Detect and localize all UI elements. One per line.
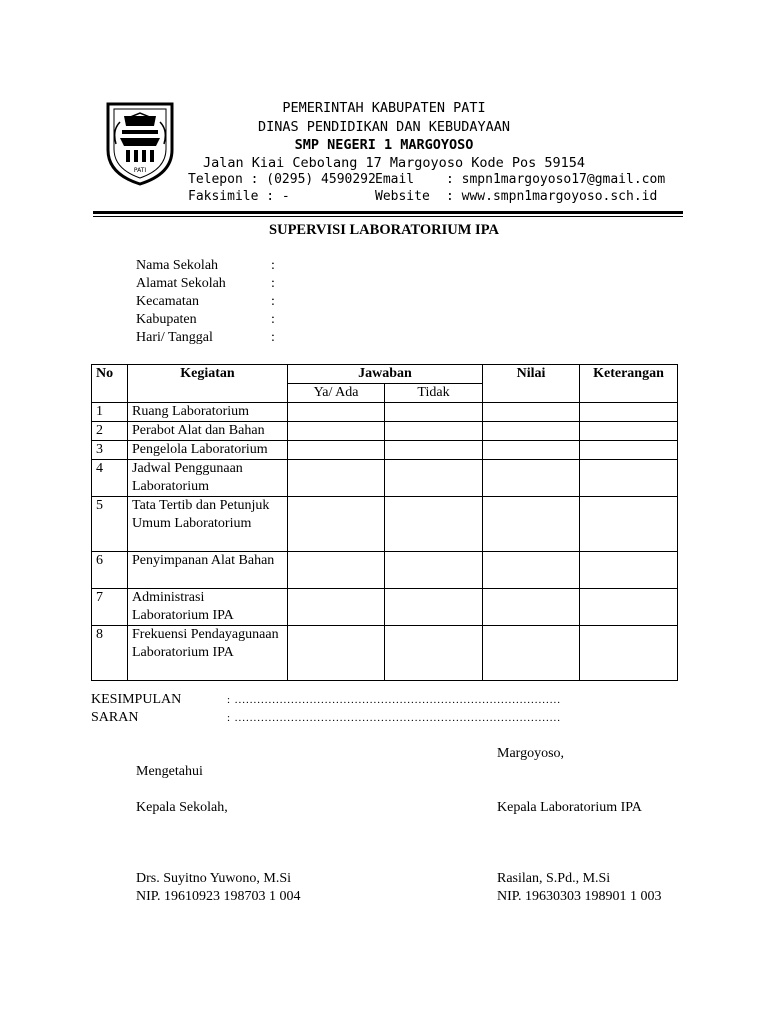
- letterhead-email-value: : smpn1margoyoso17@gmail.com: [446, 172, 666, 187]
- svg-text:PATI: PATI: [133, 167, 147, 174]
- row-ya-ada[interactable]: [288, 422, 385, 441]
- table-row: [92, 626, 678, 681]
- header-jawaban: Jawaban: [288, 365, 483, 384]
- letterhead-rule-thick: [93, 211, 683, 214]
- signature-right-title: Kepala Laboratorium IPA: [497, 800, 642, 815]
- info-colon: :: [271, 330, 275, 345]
- row-tidak[interactable]: [385, 626, 483, 681]
- table-row: [92, 422, 678, 441]
- row-no: 4: [92, 460, 128, 497]
- signature-left-title: Kepala Sekolah,: [136, 800, 228, 815]
- row-kegiatan: Pengelola Laboratorium: [128, 441, 288, 460]
- row-nilai[interactable]: [483, 422, 580, 441]
- table-row: [92, 552, 678, 589]
- info-colon: :: [271, 258, 275, 273]
- row-no: 6: [92, 552, 128, 589]
- row-no: 2: [92, 422, 128, 441]
- row-ya-ada[interactable]: [288, 403, 385, 422]
- row-keterangan[interactable]: [580, 626, 678, 681]
- row-nilai[interactable]: [483, 403, 580, 422]
- saran-fill-line: : .......................................................................................: [227, 712, 562, 724]
- row-kegiatan: Perabot Alat dan Bahan: [128, 422, 288, 441]
- row-nilai[interactable]: [483, 589, 580, 626]
- info-label-nama-sekolah: Nama Sekolah: [136, 258, 219, 273]
- kesimpulan-fill-line: : .......................................................................................: [227, 694, 562, 706]
- saran-label: SARAN: [91, 710, 139, 725]
- row-nilai[interactable]: [483, 626, 580, 681]
- row-keterangan[interactable]: [580, 460, 678, 497]
- header-keterangan: Keterangan: [580, 365, 678, 403]
- letterhead-fax: Faksimile : -: [188, 189, 290, 204]
- row-kegiatan: Frekuensi Pendayagunaan Laboratorium IPA: [128, 626, 288, 681]
- row-tidak[interactable]: [385, 497, 483, 552]
- signature-right-nip: NIP. 19630303 198901 1 003: [497, 889, 662, 904]
- letterhead-department: DINAS PENDIDIKAN DAN KEBUDAYAAN: [258, 119, 510, 135]
- header-ya-ada: Ya/ Ada: [288, 384, 385, 403]
- table-row: [92, 589, 678, 626]
- table-row: [92, 441, 678, 460]
- letterhead-government: PEMERINTAH KABUPATEN PATI: [282, 100, 486, 116]
- row-no: 5: [92, 497, 128, 552]
- signature-right-name: Rasilan, S.Pd., M.Si: [497, 871, 611, 886]
- info-colon: :: [271, 312, 275, 327]
- letterhead-website-value: : www.smpn1margoyoso.sch.id: [446, 189, 658, 204]
- info-colon: :: [271, 276, 275, 291]
- document-title: SUPERVISI LABORATORIUM IPA: [269, 222, 499, 238]
- row-keterangan[interactable]: [580, 589, 678, 626]
- row-tidak[interactable]: [385, 422, 483, 441]
- row-kegiatan: Jadwal Penggunaan Laboratorium: [128, 460, 288, 497]
- header-nilai: Nilai: [483, 365, 580, 403]
- row-nilai[interactable]: [483, 497, 580, 552]
- info-label-alamat-sekolah: Alamat Sekolah: [136, 276, 226, 291]
- row-nilai[interactable]: [483, 441, 580, 460]
- row-tidak[interactable]: [385, 460, 483, 497]
- table-row: [92, 403, 678, 422]
- letterhead-address: Jalan Kiai Cebolang 17 Margoyoso Kode Pos 59154: [202, 155, 585, 171]
- letterhead-school-name: SMP NEGERI 1 MARGOYOSO: [294, 137, 474, 153]
- row-ya-ada[interactable]: [288, 441, 385, 460]
- row-ya-ada[interactable]: [288, 626, 385, 681]
- row-no: 7: [92, 589, 128, 626]
- row-kegiatan: Tata Tertib dan Petunjuk Umum Laboratorium: [128, 497, 288, 552]
- row-keterangan[interactable]: [580, 422, 678, 441]
- row-keterangan[interactable]: [580, 497, 678, 552]
- row-tidak[interactable]: [385, 589, 483, 626]
- header-no: No: [92, 365, 128, 403]
- info-colon: :: [271, 294, 275, 309]
- row-ya-ada[interactable]: [288, 589, 385, 626]
- row-ya-ada[interactable]: [288, 497, 385, 552]
- row-no: 1: [92, 403, 128, 422]
- row-ya-ada[interactable]: [288, 460, 385, 497]
- table-row: [92, 497, 678, 552]
- info-label-kecamatan: Kecamatan: [136, 294, 199, 309]
- row-kegiatan: Administrasi Laboratorium IPA: [128, 589, 288, 626]
- row-tidak[interactable]: [385, 403, 483, 422]
- row-nilai[interactable]: [483, 460, 580, 497]
- row-ya-ada[interactable]: [288, 552, 385, 589]
- row-kegiatan: Ruang Laboratorium: [128, 403, 288, 422]
- row-keterangan[interactable]: [580, 441, 678, 460]
- letterhead-phone: Telepon : (0295) 4590292: [188, 172, 376, 187]
- kesimpulan-label: KESIMPULAN: [91, 692, 182, 707]
- row-no: 8: [92, 626, 128, 681]
- signature-mengetahui: Mengetahui: [136, 764, 203, 779]
- info-label-kabupaten: Kabupaten: [136, 312, 197, 327]
- header-kegiatan: Kegiatan: [128, 365, 288, 403]
- letterhead-rule-thin: [93, 216, 683, 217]
- signature-place: Margoyoso,: [497, 746, 565, 761]
- row-keterangan[interactable]: [580, 552, 678, 589]
- letterhead-email-label: Email: [375, 172, 415, 187]
- info-label-hari-tanggal: Hari/ Tanggal: [136, 330, 213, 345]
- row-tidak[interactable]: [385, 552, 483, 589]
- supervision-table: [91, 364, 678, 681]
- row-tidak[interactable]: [385, 441, 483, 460]
- table-row: [92, 460, 678, 497]
- letterhead-website-label: Website: [375, 189, 430, 204]
- row-nilai[interactable]: [483, 552, 580, 589]
- signature-left-name: Drs. Suyitno Yuwono, M.Si: [136, 871, 292, 886]
- row-keterangan[interactable]: [580, 403, 678, 422]
- header-tidak: Tidak: [385, 384, 483, 403]
- row-no: 3: [92, 441, 128, 460]
- row-kegiatan: Penyimpanan Alat Bahan: [128, 552, 288, 589]
- signature-left-nip: NIP. 19610923 198703 1 004: [136, 889, 301, 904]
